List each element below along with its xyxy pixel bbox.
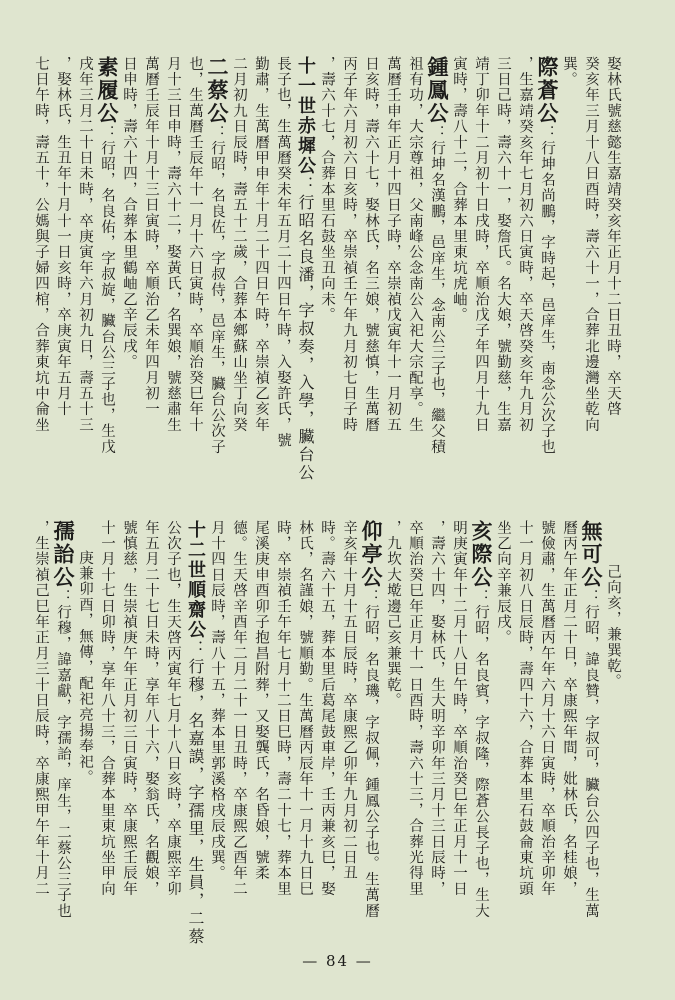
column-text: 癸亥年三月十八日酉時，壽六十一，合葬北邊灣坐乾向 [583,56,599,433]
text-column [272,56,294,468]
column-text: ，生嘉靖癸亥年七月初六日寅時，卒天啓癸亥年九月初 [517,56,533,433]
column-text: 辛亥年十月十五日辰時，卒康熙乙卯年九月初二日丑 [341,520,357,882]
text-column [162,56,184,468]
person-name-heading: 二蔡公 [205,56,230,125]
text-column [514,56,536,468]
text-column [404,56,426,468]
column-text: 月十四日辰時，壽八十五，葬本里郭溪格戌辰戌巽。 [209,520,225,882]
text-column [338,56,360,468]
column-text: 卒順治癸巳年正月十一日酉時，壽六十三，合葬光得里 [407,520,423,897]
text-column [74,520,96,930]
person-name-heading: 十一世赤墀公 [295,56,316,176]
column-text: 萬曆壬申年正月十四日子時，卒崇禎戊寅年十一月初五 [385,56,401,433]
text-column [74,56,96,468]
column-text: 長子也，生萬曆癸未年五月二十四日午時，入娶許氏，號 [275,56,291,449]
column-text: 靖丁卯年十二月初十日戌時，卒順治戊子年四月十九日 [473,56,489,433]
page-number: — 84 — [302,952,373,970]
person-name-heading: 仰亭公 [359,520,384,589]
column-text: 萬曆壬辰年十月十三日寅時，卒順治乙未年四月初一 [143,56,159,418]
upper-text-block [33,56,624,482]
text-column [580,56,602,468]
text-column [580,520,602,930]
text-column [382,56,404,468]
text-column [536,520,558,930]
column-text: 號儉肅，生萬曆丙午年六月十六日寅時，卒順治辛卯年 [539,520,555,897]
column-text: 二月初九日辰時，壽五十二歲，合葬本鄉蘇山坐丁向癸 [231,56,247,433]
text-column [228,56,250,468]
person-name-heading: 無可公 [579,520,604,589]
column-text: 勤肅，生萬曆甲申年十月二十四日午時，卒崇禎乙亥年 [253,56,269,433]
column-text: ：行昭，名良佐，字叔侍，邑庠生，臟台公次子 [209,125,225,455]
text-column [206,56,228,468]
text-column [184,56,206,468]
column-text: 己向亥，兼巽乾。 [605,564,621,690]
text-column [140,56,162,468]
column-text: ：行穆，諱嘉獻，字孺詒，庠生，二蔡公三子也 [55,589,71,919]
text-column [360,56,382,468]
text-column [382,520,404,930]
column-text: 日亥時，壽六十七，娶林氏，名三娘，號慈慎，生萬曆 [363,56,379,433]
lower-text-block [33,520,624,946]
person-name-heading: 鍾鳳公 [425,56,450,125]
text-column [294,520,316,930]
text-column [140,520,162,930]
column-text: 娶林氏號慈懿生嘉靖癸亥年正月十二日丑時，卒天啓 [605,56,621,418]
column-text: 號慎慈，生崇禎庚午年正月初三日寅時，卒康熙壬辰年 [121,520,137,897]
text-column [492,520,514,930]
person-name-heading: 際蒼公 [535,56,560,125]
column-text: 日申時，壽六十四，合葬本里鶴岫乙辛辰戌。 [121,56,137,370]
column-text: ：行坤名尚鵬，字時起，邑庠生，南念公次子也 [539,125,555,455]
text-column [250,520,272,930]
text-column [448,520,470,930]
text-column [514,520,536,930]
text-column [316,56,338,468]
text-column [602,520,624,930]
text-column [360,520,382,930]
column-text: 坐乙向辛兼辰戌。 [495,520,511,646]
column-text: ：行昭名良潘，字叔奏，入學，臟台公 [296,176,315,482]
person-name-heading: 素履公 [95,56,120,125]
column-text: 祖有功，大宗尊祖，父南峰公念南公入祀大宗配享。生 [407,56,423,433]
column-text: 戌年三月二十日未時，卒庚寅年六月初九日，壽五十三 [77,56,93,433]
column-text: 尾溪庚申酉卯子抱昌附葬，又娶龔氏，名昏娘，號柔 [253,520,269,882]
text-column [96,56,118,468]
text-column [162,520,184,930]
column-text: ，壽六十四，娶林氏，生大明辛卯年三月十三日辰時， [429,520,445,897]
text-column [470,520,492,930]
column-text: ，生崇禎己巳年正月三十日辰時，卒康熙甲午年十月二 [33,520,49,897]
person-name-heading: 亥際公 [469,520,494,589]
text-column [52,520,74,930]
column-text: 庚兼卯酉，無傳，配祀亮揚奉祀。 [77,550,93,786]
text-column [118,56,140,468]
column-text: 十一月初八日辰時，壽四十六，合葬本里石鼓侖東坑頭 [517,520,533,897]
person-name-heading: 十二世順齋公 [185,520,206,640]
column-text: 曆丙午年正月二十日，卒康熙年間，妣林氏，名桂娘， [561,520,577,897]
column-text: 時，卒崇禎壬午年七月十二日巳時，壽二十七，葬本里 [275,520,291,897]
text-column [272,520,294,930]
column-text: ：行昭，名良璣，字叔佩，鍾鳳公子也。生萬曆 [363,589,379,919]
column-text: 月十三日申時，壽六十二，娶黃氏，名巽娘，號慈肅生 [165,56,181,433]
column-text: ：行昭，名良佑，字叔旋，臟台公三子也，生戊 [99,125,115,455]
column-text: 明庚寅年十二月十八日午時，卒順治癸巳年正月十一日 [451,520,467,897]
column-text: 年五月二十七日未時，享年八十六，娶翁氏，名觀娘， [143,520,159,897]
text-column [30,520,52,930]
text-column [206,520,228,930]
column-text: ，九坎大墘邊己亥兼巽乾。 [385,520,401,709]
text-column [426,520,448,930]
person-name-heading: 孺詒公 [51,520,76,589]
text-column [536,56,558,468]
column-text: 巽。 [561,56,577,88]
text-column [404,520,426,930]
text-column [96,520,118,930]
text-column [294,56,316,482]
column-text: 也，生萬曆壬辰年十一月十六日寅時，卒順治癸巳年十 [187,56,203,433]
text-column [558,520,580,930]
text-column [338,520,360,930]
column-text: 公次子也，生天啓丙寅年七月十八日亥時，卒康熙辛卯 [165,520,181,897]
text-column [118,520,140,930]
column-text: 七日午時，壽五十，公媽與子婦四棺，合葬東坑中侖坐 [33,56,49,433]
text-column [470,56,492,468]
column-text: ：行昭，名良賓，字叔隆，際蒼公長子也，生大 [473,589,489,919]
text-column [448,56,470,468]
column-text: ，壽六十七，合葬本里石鼓坐丑向未。 [319,56,335,323]
column-text: 三日己時，壽六十一，娶詹氏。名大娘，號勤慈，生嘉 [495,56,511,433]
column-text: 寅時，壽八十二，合葬本里東坑虎岫。 [451,56,467,323]
column-text: 時。壽六十五，葬本里后葛尾鼓車岸，壬丙兼亥巳，娶 [319,520,335,897]
column-text: ：行穆，名嘉謨，字孺里，生員，二蔡 [186,640,205,946]
text-column [492,56,514,468]
text-column [316,520,338,930]
column-text: 德。生天啓辛酉年二月二十一日丑時，卒康熙乙酉年二 [231,520,247,897]
text-column [602,56,624,468]
text-column [52,56,74,468]
column-text: ，娶林氏，生丑年十月十一日亥時，卒庚寅年五月十 [55,56,71,418]
column-text: ：行坤名漢鵬，邑庠生，念南公三子也，繼父積 [429,125,445,455]
column-text: 林氏，名謹娘，號順勤。生萬曆丙辰年十一月十九日巳 [297,520,313,897]
text-column [30,56,52,468]
column-text: ：行昭，諱良贊，字叔可，臟台公四子也，生萬 [583,589,599,919]
text-column [250,56,272,468]
column-text: 丙子年六月初六日亥時，卒崇禎壬午年九月初七日子時 [341,56,357,433]
text-column [228,520,250,930]
text-column [426,56,448,468]
text-column [184,520,206,946]
text-column [558,56,580,468]
column-text: 十一月十七日卯時，享年八十三，合葬本里東坑坐甲向 [99,520,115,897]
